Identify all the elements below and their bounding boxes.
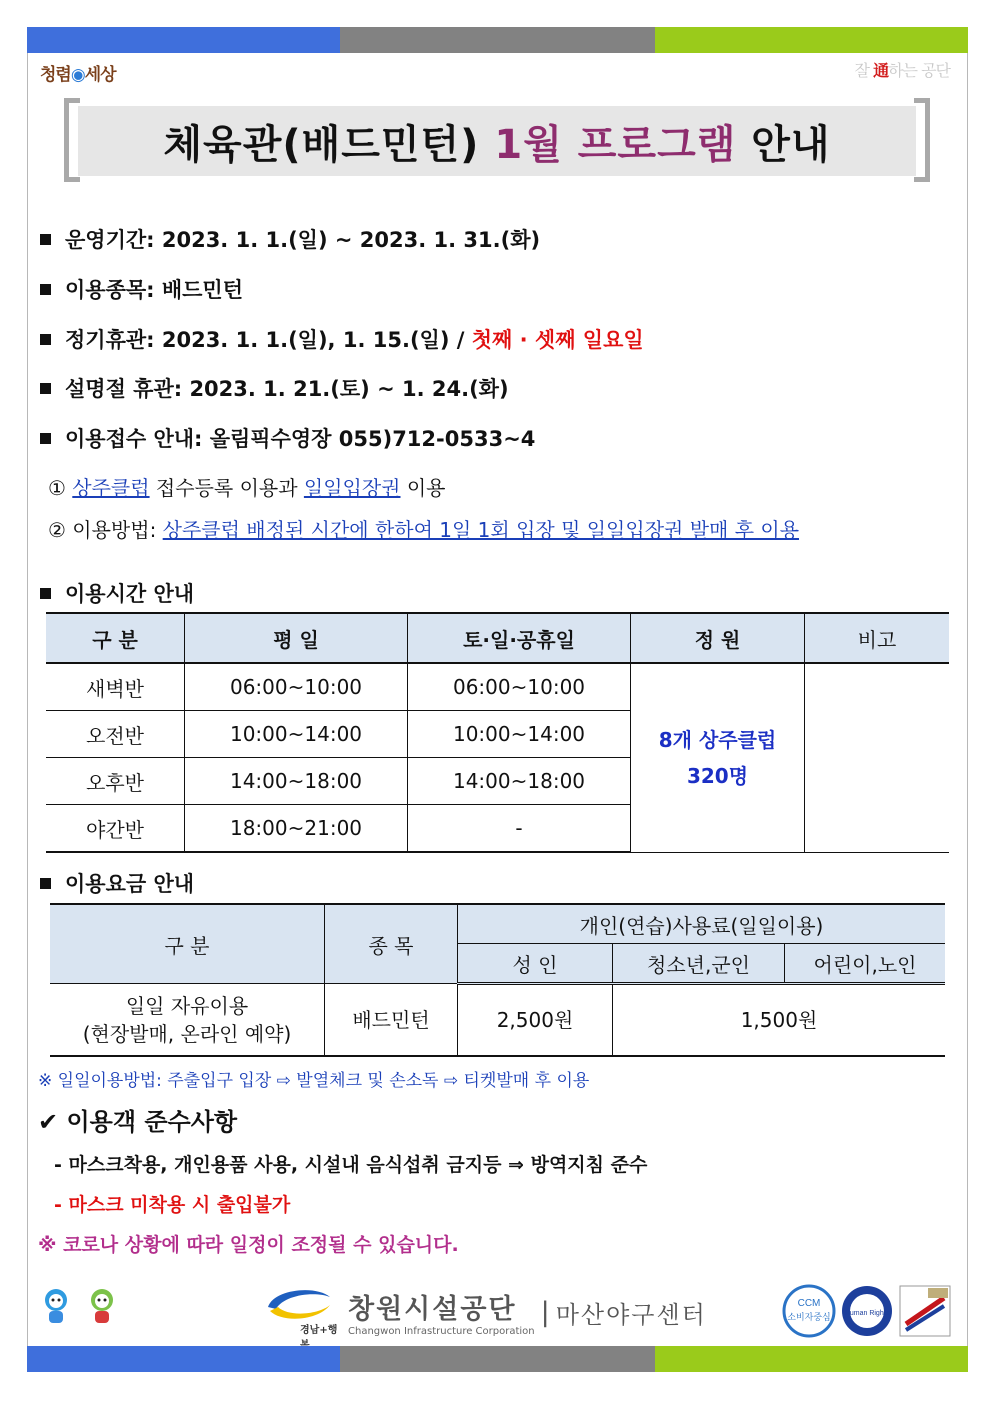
table-cell: - [408,805,631,853]
mascot-icon [36,1286,76,1326]
ccm-badge-icon [782,1284,836,1338]
table-row [50,984,945,1057]
table-cell: 야간반 [46,805,185,853]
human-rights-badge-icon [840,1284,894,1338]
bullet-square-icon [40,433,51,444]
rules-title: ✔ 이용객 준수사항 [38,1108,238,1136]
integrity-mark-icon: ◉ [70,65,85,85]
schedule-heading: 이용시간 안내 [40,578,194,608]
certification-badges [782,1284,952,1338]
table-cell: 10:00~14:00 [408,711,631,758]
col-header: 토·일·공휴일 [408,613,631,663]
remark-cell [805,663,950,852]
svg-text:CCM: CCM [797,1298,821,1309]
table-cell: 10:00~14:00 [185,711,408,758]
covid-notice: ※ 코로나 상황에 따라 일정이 조정될 수 있습니다. [38,1234,459,1256]
col-header: 평 일 [185,613,408,663]
bullet-square-icon [40,588,51,599]
resident-club-link[interactable]: 상주클럽 [72,476,150,500]
col-header: 구 분 [46,613,185,663]
top-color-bar [27,27,968,53]
table-header-row [50,904,945,944]
bullet-square-icon [40,383,51,394]
table-cell: 06:00~10:00 [185,663,408,711]
note-1: ① 상주클럽 접수등록 이용과 일일입장권 이용 [48,476,446,500]
capacity-cell: 8개 상주클럽 320명 [631,663,805,852]
note-2: ② 이용방법: 상주클럽 배정된 시간에 한하여 1일 1회 입장 및 일일입장권 발매 후 이용 [48,518,800,542]
divider: | [540,1296,550,1328]
bracket-right [914,98,930,182]
mascot-icon [82,1286,122,1326]
col-header: 개인(연습)사용료(일일이용) [458,904,946,944]
table-cell: 18:00~21:00 [185,805,408,853]
bullet-square-icon [40,334,51,345]
col-header: 정 원 [631,613,805,663]
table-cell: 배드민턴 [325,984,458,1057]
operating-period: 운영기간: 2023. 1. 1.(일) ~ 2023. 1. 31.(화) [40,224,540,254]
col-header: 어린이,노인 [785,944,946,984]
regular-closure: 정기휴관: 2023. 1. 1.(일), 1. 15.(일) / 첫째 · 셋째 일요일 [40,324,644,354]
corporation-logo: 경남+행 창원시설공단 Changwon Infrastructure Corporation | 마산야구센터 [262,1282,707,1342]
daily-ticket-link[interactable]: 일일입장권 [303,476,401,500]
integrity-slogan: 청렴◉세상 [40,65,116,85]
table-header-row [46,613,949,663]
table-cell: 1,500원 [613,984,946,1057]
usage-note: ※ 일일이용방법: 주출입구 입장 ⇨ 발열체크 및 손소독 ⇨ 티켓발매 후 이용 [38,1071,590,1091]
table-row [46,663,949,711]
page-title: 체육관(배드민턴) 1월 프로그램 안내 [78,106,916,176]
table-cell: 06:00~10:00 [408,663,631,711]
col-header: 청소년,군인 [613,944,785,984]
table-cell: 새벽반 [46,663,185,711]
event-type: 이용종목: 배드민턴 [40,274,243,304]
corporation-slogan: 잘 通하는 공단 [854,61,950,80]
col-header: 비고 [805,613,950,663]
table-cell: 2,500원 [458,984,613,1057]
reception-info: 이용접수 안내: 올림픽수영장 055)712-0533~4 [40,423,535,453]
fees-table [50,903,945,1057]
table-cell: 일일 자유이용 (현장발매, 온라인 예약) [50,984,325,1057]
corporation-emblem-icon [262,1283,334,1325]
bullet-square-icon [40,284,51,295]
usage-method-link[interactable]: 상주클럽 배정된 시간에 한하여 1일 1회 입장 및 일일입장권 발매 후 이용 [162,518,800,542]
rule-2: - 마스크 미착용 시 출입불가 [54,1194,291,1216]
table-cell: 오전반 [46,711,185,758]
bottom-color-bar [27,1346,968,1372]
bullet-square-icon [40,234,51,245]
rule-1: - 마스크착용, 개인용품 사용, 시설내 음식섭취 금지등 ⇒ 방역지침 준수 [54,1154,648,1176]
svg-text:소비자중심: 소비자중심 [787,1313,831,1323]
table-cell: 14:00~18:00 [185,758,408,805]
facility-name: 마산야구센터 [555,1300,707,1329]
col-header: 성 인 [458,944,613,984]
table-cell: 오후반 [46,758,185,805]
svg-text:Human Rights: Human Rights [844,1310,890,1317]
fees-heading: 이용요금 안내 [40,868,194,898]
col-header: 종 목 [325,904,458,984]
col-header: 구 분 [50,904,325,984]
certification-mark-icon [898,1284,952,1338]
holiday-closure: 설명절 휴관: 2023. 1. 21.(토) ~ 1. 24.(화) [40,373,509,403]
bracket-left [64,98,80,182]
bullet-square-icon [40,878,51,889]
table-cell: 14:00~18:00 [408,758,631,805]
schedule-table [46,612,949,853]
